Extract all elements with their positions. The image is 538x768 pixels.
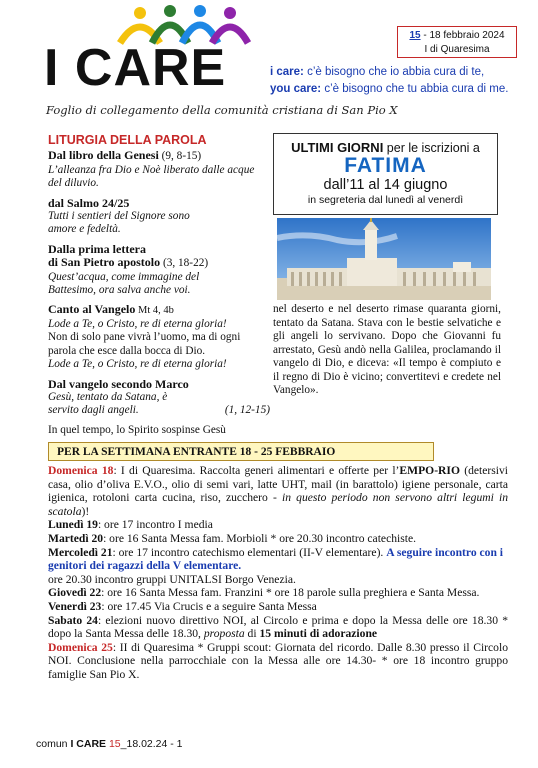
liturgy-heading: LITURGIA DELLA PAROLA <box>48 133 207 147</box>
day-text: : II di Quaresima * Gruppi scout: Giornata del ricordo. Dalle 8.30 presso il Circolo NOI. Conclusione nella parrocchiale con la Messa alle ore 14.30- * ore 18 incontro gruppo famiglie San Pio X. <box>48 640 508 681</box>
motto-2-text: c’è bisogno che tu abbia cura di me. <box>321 83 509 95</box>
week-banner: PER LA SETTIMANA ENTRANTE 18 - 25 FEBBRAIO <box>48 442 434 461</box>
reading-1 <box>48 149 270 190</box>
gospel-start: In quel tempo, lo Spirito sospinse Gesù <box>48 423 226 436</box>
motto-1-label: i care: <box>270 66 304 78</box>
promo-line-1 <box>274 140 497 155</box>
motto-line-1 <box>270 66 484 78</box>
day-bold: 15 minuti di adorazione <box>259 627 378 641</box>
reading-2-ref: (3, 18-22) <box>160 257 209 270</box>
gospel <box>48 378 270 438</box>
day-entry-mon-19 <box>48 518 508 532</box>
day-text: : ore 17 incontro I media <box>97 518 213 532</box>
day-label: Mercoledì 21 <box>48 545 113 559</box>
day-entry-tue-20 <box>48 532 508 546</box>
issue-box <box>397 26 517 58</box>
gospel-sub: Gesù, tentato da Satana, è servito dagli angeli. <box>48 390 168 417</box>
reading-2-text: Quest’acqua, come immagine del Battesimo, ora salva anche voi. <box>48 270 200 297</box>
reading-1-ref: (9, 8-15) <box>158 150 202 163</box>
gospel-continuation: nel deserto e nel deserto rimase quaranta giorni, tentato da Satana. Stava con le bestie selvatiche e gli angeli lo servivano. Dopo che Giovanni fu arrestato, Gesù andò nella Galilea, proclamando il vangelo di Dio, e diceva: «Il tempo è compiuto e il regno di Dio è vicino; convertitevi e credete nel Vangelo». <box>273 303 501 396</box>
reading-1-title: Dal libro della Genesi <box>48 148 159 163</box>
canto-line-1: Lode a Te, o Cristo, re di eterna gloria! <box>48 317 227 330</box>
newsletter-subtitle: Foglio di collegamento della comunità cristiana di San Pio X <box>46 103 398 117</box>
day-label: Domenica 18 <box>48 464 114 477</box>
day-italic: proposta <box>203 627 245 641</box>
day-label: Martedì 20 <box>48 531 104 545</box>
logo-title: I CARE <box>44 39 227 97</box>
motto-1-text: c’è bisogno che io abbia cura di te, <box>303 66 485 78</box>
day-label: Venerdì 23 <box>48 599 102 613</box>
promo-fatima: FATIMA <box>344 154 427 177</box>
reading-1-text: L’alleanza fra Dio e Noè liberato dalle acque del diluvio. <box>48 163 255 190</box>
day-text: di <box>244 627 260 641</box>
day-label: Domenica 25 <box>48 640 113 654</box>
canto-ref: Mt 4, 4b <box>135 305 174 317</box>
day-entry-fri-23 <box>48 600 508 614</box>
day-highlight: A seguire incontro con i genitori dei ragazzi della V elementare. <box>48 545 504 573</box>
footer-rest: _18.02.24 - 1 <box>120 738 183 750</box>
day-text: )! <box>81 504 90 518</box>
issue-dates: - 18 febbraio 2024 <box>420 30 505 41</box>
day-text: : elezioni nuovo direttivo NOI, al Circolo e prima e dopo la Messa delle ore 18.30 * dopo la Santa Messa delle 18.30, <box>48 613 509 641</box>
day-italic: in questo periodo non servono altri legumi in scatola <box>48 491 508 518</box>
emporio-label: EMPO-RIO <box>399 464 460 477</box>
issue-week: I di Quaresima <box>424 44 490 55</box>
promo-dates: dall’11 al 14 giugno <box>323 177 448 193</box>
promo-office: in segreteria dal lunedì al venerdì <box>307 194 464 206</box>
day-text: : ore 17 incontro catechismo elementari (II-V elementare). <box>112 545 387 559</box>
footer-prefix: comun <box>36 738 71 750</box>
issue-number: 15 <box>409 30 421 41</box>
day-text: (detersivi casa, olio d’oliva E.V.O., olio di semi vari, latte UHT, mail (in barattolo) igiene personale, carta igienica, rotoloni carta cucina, riso, zucchero - <box>48 464 509 505</box>
day-entry-sun-18 <box>48 464 508 518</box>
motto-2-label: you care: <box>270 83 322 95</box>
canto <box>48 303 270 371</box>
gospel-ref: (1, 12-15) <box>224 404 270 417</box>
fatima-promo-box <box>273 133 498 215</box>
promo-bold: ULTIMI GIORNI <box>291 140 384 155</box>
day-text: : ore 16 Santa Messa fam. Morbioli * ore 20.30 incontro catechiste. <box>103 531 417 545</box>
canto-line-2: Non di solo pane vivrà l’uomo, ma di ogni parola che esce dalla bocca di Dio. <box>48 331 241 357</box>
day-entry-thu-22 <box>48 586 508 600</box>
canto-title: Canto al Vangelo <box>48 302 136 317</box>
canto-line-3: Lode a Te, o Cristo, re di eterna gloria! <box>48 358 227 371</box>
day-label: Lunedì 19 <box>48 518 98 532</box>
day-text: : ore 16 Santa Messa fam. Franzini * ore 18 parole sulla preghiera e Santa Messa. <box>101 586 480 600</box>
week-schedule <box>48 464 508 682</box>
fatima-sanctuary-image <box>277 218 491 300</box>
psalm <box>48 197 270 237</box>
day-text: : ore 17.45 Via Crucis e a seguire Santa Messa <box>101 599 317 613</box>
reading-2-title-b: di San Pietro apostolo <box>48 255 161 270</box>
day-text-2: ore 20.30 incontro gruppi UNITALSI Borgo Venezia. <box>48 572 296 586</box>
day-entry-wed-21 <box>48 546 508 587</box>
reading-2-title-a: Dalla prima lettera <box>48 241 146 256</box>
day-label: Giovedì 22 <box>48 586 102 600</box>
promo-rest: per le iscrizioni a <box>383 141 480 155</box>
day-entry-sat-24 <box>48 614 508 641</box>
gospel-title: Dal vangelo secondo Marco <box>48 376 189 391</box>
reading-2 <box>48 243 270 298</box>
motto-line-2 <box>270 83 508 95</box>
page-footer <box>36 738 183 750</box>
liturgy-column <box>48 134 270 443</box>
psalm-title: dal Salmo 24/25 <box>48 195 130 210</box>
day-entry-sun-25 <box>48 641 508 682</box>
psalm-text: Tutti i sentieri del Signore sono amore e fedeltà. <box>48 210 190 236</box>
day-text: : I di Quaresima. Raccolta generi alimentari e offerte per l’ <box>113 464 400 477</box>
day-label: Sabato 24 <box>48 613 98 627</box>
footer-number: 15 <box>106 738 121 750</box>
footer-name: I CARE <box>70 738 107 750</box>
